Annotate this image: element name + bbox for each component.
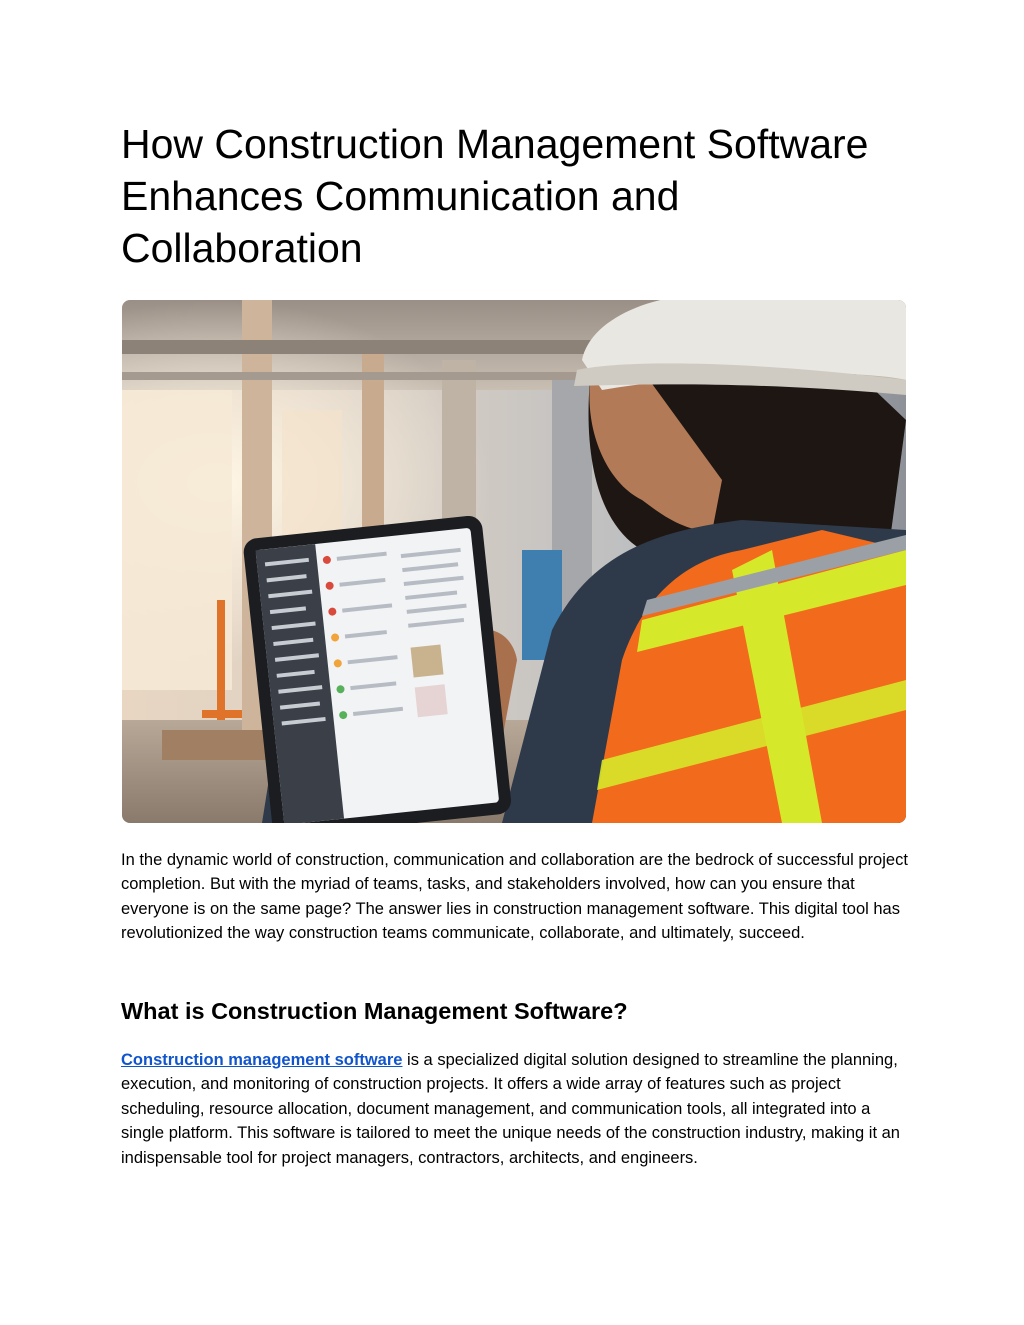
section-paragraph [121,1048,911,1170]
intro-paragraph: In the dynamic world of construction, communication and collaboration are the bedrock of successful project completion. But with the myriad of teams, tasks, and stakeholders involved, how can you ensure that everyone is on the same page? The answer lies in construction management software. This digital tool has revolutionized the way construction teams communicate, collaborate, and ultimately, succeed. [121,851,908,943]
section-heading: What is Construction Management Software? [121,998,628,1024]
construction-worker-tablet-illustration [122,300,906,823]
construction-management-software-link[interactable]: Construction management software [121,1051,403,1069]
section-paragraph-body: is a specialized digital solution designed to streamline the planning, execution, and monitoring of construction projects. It offers a wide array of features such as project scheduling, resource allocation, document management, and communication tools, all integrated into a single platform. This software is tailored to meet the unique needs of the construction industry, making it an indispensable tool for project managers, contractors, architects, and engineers. [121,1051,900,1167]
page-title: How Construction Management Software Enhances Communication and Collaboration [121,121,869,271]
hero-image [122,300,906,823]
